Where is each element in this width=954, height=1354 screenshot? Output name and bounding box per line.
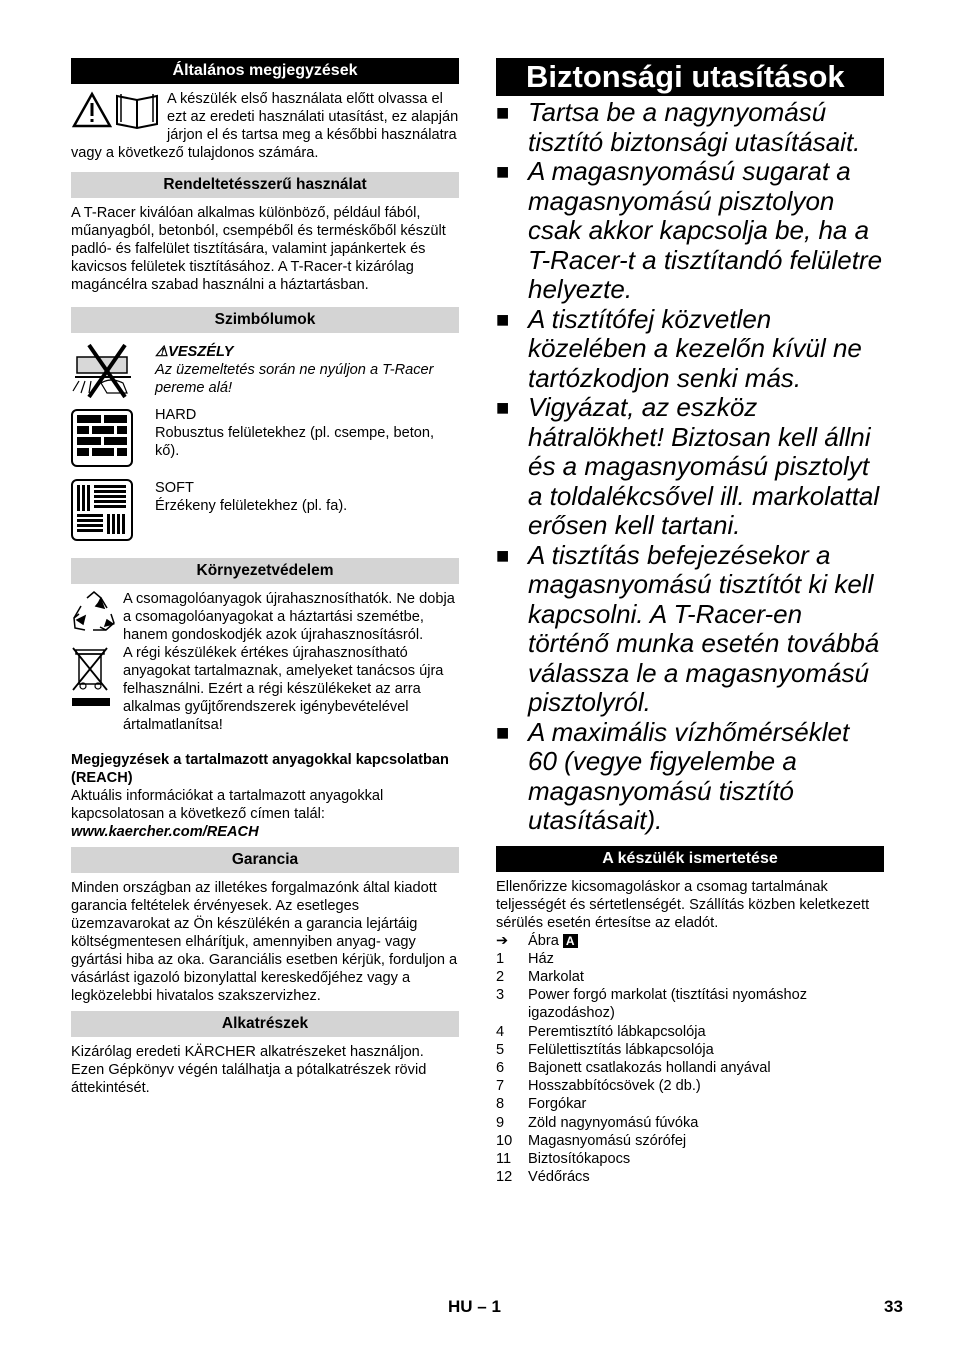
hard-label: HARD bbox=[155, 407, 197, 423]
list-item: 6 Bajonett csatlakozás hollandi anyával bbox=[496, 1059, 771, 1076]
soft-symbol-row bbox=[71, 479, 459, 546]
arrow-right-icon: ➔ bbox=[496, 932, 509, 949]
danger-symbol-row bbox=[71, 343, 459, 404]
soft-text: Érzékeny felületekhez (pl. fa). bbox=[155, 498, 348, 514]
list-item: 12 Védőrács bbox=[496, 1169, 590, 1186]
intended-use-heading: Rendeltetésszerű használat bbox=[71, 172, 459, 198]
danger-label-line bbox=[155, 343, 459, 361]
safety-heading: Biztonsági utasítások bbox=[496, 58, 884, 96]
recycle-icon bbox=[71, 590, 123, 641]
warranty-text: Minden országban az illetékes forgalmazónk által kiadott garancia feltételek érvényesek. Az esetleges üzemzavarokat az Ön készülékén a garancia lejártáig költségmentesen elhárítjuk, amennyiben anyag- vagy gyártási hiba az oka. Garanciális esetben kérjük, forduljon a vásárlást igazoló bizonylattal kereskedőjéhez vagy a legközelebbi hivatalos szakszervizhez. bbox=[71, 880, 458, 1004]
safety-bullet: ■ Vigyázat, az eszköz hátralökhet! Biztosan kell állni és a magasnyomású pisztolyt a toldalékcsővel ill. markolattal erősen kell tartani. bbox=[496, 392, 880, 540]
safety-bullets bbox=[496, 98, 884, 836]
soft-text-block bbox=[155, 479, 459, 515]
hard-surface-icon bbox=[71, 406, 155, 473]
list-item: 8 Forgókar bbox=[496, 1096, 587, 1113]
intended-use-text: A T-Racer kiválóan alkalmas különböző, például fából, műanyagból, betonból, csempéből és terméskőből készült padló- és falfelület tisztítására, valamint japánkertek és kavicsos felületek tisztításához. A T-Racer-t kizárólag magáncélra szabad használni a háztartásban. bbox=[71, 205, 446, 293]
device-intro-text: Ellenőrizze kicsomagoláskor a csomag tartalmának teljességét és sértetlenségét. Szállítás közben keletkezett sérülés esetén értesítse az eladót. bbox=[496, 878, 870, 931]
list-item: 7 Hosszabbítócsövek (2 db.) bbox=[496, 1078, 701, 1095]
symbols-heading: Szimbólumok bbox=[71, 307, 459, 333]
reach-link[interactable]: www.kaercher.com/REACH bbox=[71, 824, 259, 840]
hard-text: Robusztus felületekhez (pl. csempe, beton, kő). bbox=[155, 425, 435, 459]
recycle-text: A csomagolóanyagok újrahasznosíthatók. Ne dobja a csomagolóanyagokat a háztartási szemétbe, hanem gondoskodjék azok újrahasznosításról. bbox=[123, 591, 455, 643]
general-notes-text: A készülék első használata előtt olvassa el ezt az eredeti használati utasítást, ez alapján járjon el és tartsa meg a későbbi használatra vagy a következő tulajdonos számára. bbox=[71, 91, 459, 161]
no-hand-under-rim-icon bbox=[71, 343, 155, 404]
bullet-square-icon: ■ bbox=[496, 159, 510, 184]
bullet-square-icon: ■ bbox=[496, 395, 510, 420]
safety-bullet: ■ A tisztítás befejezésekor a magasnyomású tisztítót ki kell kapcsolni. A T-Racer-en történő munka esetén továbbá válassza le a magasnyomású pisztolyról. bbox=[496, 539, 880, 717]
general-notes-heading: Általános megjegyzések bbox=[71, 58, 459, 84]
crossed-bin-icon bbox=[71, 644, 123, 713]
right-column bbox=[496, 58, 884, 1186]
reach-text: Aktuális információkat a tartalmazott anyagokkal kapcsolatosan a következő címen talál: bbox=[71, 788, 384, 822]
footer-page-number: 33 bbox=[884, 1297, 903, 1316]
device-description-heading: A készülék ismertetése bbox=[496, 846, 884, 872]
parts-text: Kizárólag eredeti KÄRCHER alkatrészeket használjon. Ezen Gépkönyv végén találhatja a pótalkatrészek rövid áttekintését. bbox=[71, 1044, 427, 1096]
bullet-square-icon: ■ bbox=[496, 306, 510, 332]
parts-heading: Alkatrészek bbox=[71, 1011, 459, 1037]
list-item: 3 Power forgó markolat (tisztítási nyomáshoz igazodáshoz) bbox=[496, 987, 808, 1022]
environment-heading: Környezetvédelem bbox=[71, 558, 459, 584]
weee-row bbox=[71, 644, 459, 734]
safety-bullet: ■ A maximális vízhőmérséklet 60 (vegye figyelembe a magasnyomású tisztító utasításait). bbox=[496, 716, 850, 835]
danger-label: VESZÉLY bbox=[168, 344, 234, 360]
bullet-square-icon: ■ bbox=[496, 542, 510, 568]
safety-bullet: ■ A magasnyomású sugarat a magasnyomású pisztolyon csak akkor kapcsolja be, ha a T-Racer-t a tisztítandó felületre helyezte. bbox=[496, 156, 883, 304]
bullet-square-icon: ■ bbox=[496, 100, 510, 125]
left-column bbox=[71, 58, 459, 1097]
warning-book-icon bbox=[71, 90, 161, 130]
list-item: 2 Markolat bbox=[496, 968, 584, 985]
footer-language-page: HU – 1 bbox=[448, 1297, 501, 1316]
list-item: 9 Zöld nagynyomású fúvóka bbox=[496, 1114, 699, 1131]
general-notes-block bbox=[71, 90, 459, 162]
danger-text-block bbox=[155, 343, 459, 397]
weee-text: A régi készülékek értékes újrahasznosítható anyagokat tartalmaznak, amelyeket tanácsos újra felhasználni. Ezért a régi készülékeket az arra alkalmas gyűjtőrendszerek igénybevételével ártalmatlanítsa! bbox=[123, 645, 444, 733]
list-item: 5 Felülettisztítás lábkapcsolója bbox=[496, 1041, 714, 1058]
warning-manual-icons bbox=[71, 90, 165, 130]
figure-label: Ábra bbox=[528, 932, 559, 949]
hard-text-block bbox=[155, 406, 459, 460]
danger-text: Az üzemeltetés során ne nyúljon a T-Racer pereme alá! bbox=[155, 362, 434, 396]
small-warning-icon: ⚠ bbox=[155, 344, 169, 360]
list-item: 1 Ház bbox=[496, 950, 554, 967]
list-item: 10 Magasnyomású szórófej bbox=[496, 1132, 687, 1149]
list-item: 11 Biztosítókapocs bbox=[496, 1150, 631, 1167]
reach-heading: Megjegyzések a tartalmazott anyagokkal kapcsolatban (REACH) bbox=[71, 752, 449, 786]
warranty-heading: Garancia bbox=[71, 847, 459, 873]
soft-label: SOFT bbox=[155, 480, 194, 496]
device-parts-list bbox=[496, 932, 884, 1187]
figure-reference bbox=[496, 932, 884, 950]
safety-bullet: ■ Tartsa be a nagynyomású tisztító biztonsági utasításait. bbox=[496, 97, 861, 157]
soft-surface-icon bbox=[71, 479, 155, 546]
recycle-row bbox=[71, 590, 459, 644]
bullet-square-icon: ■ bbox=[496, 719, 510, 745]
figure-letter-badge: A bbox=[563, 934, 578, 948]
hard-symbol-row bbox=[71, 406, 459, 473]
safety-bullet: ■ A tisztítófej közvetlen közelében a kezelőn kívül ne tartózkodjon senki más. bbox=[496, 303, 862, 393]
list-item: 4 Peremtisztító lábkapcsolója bbox=[496, 1023, 706, 1040]
